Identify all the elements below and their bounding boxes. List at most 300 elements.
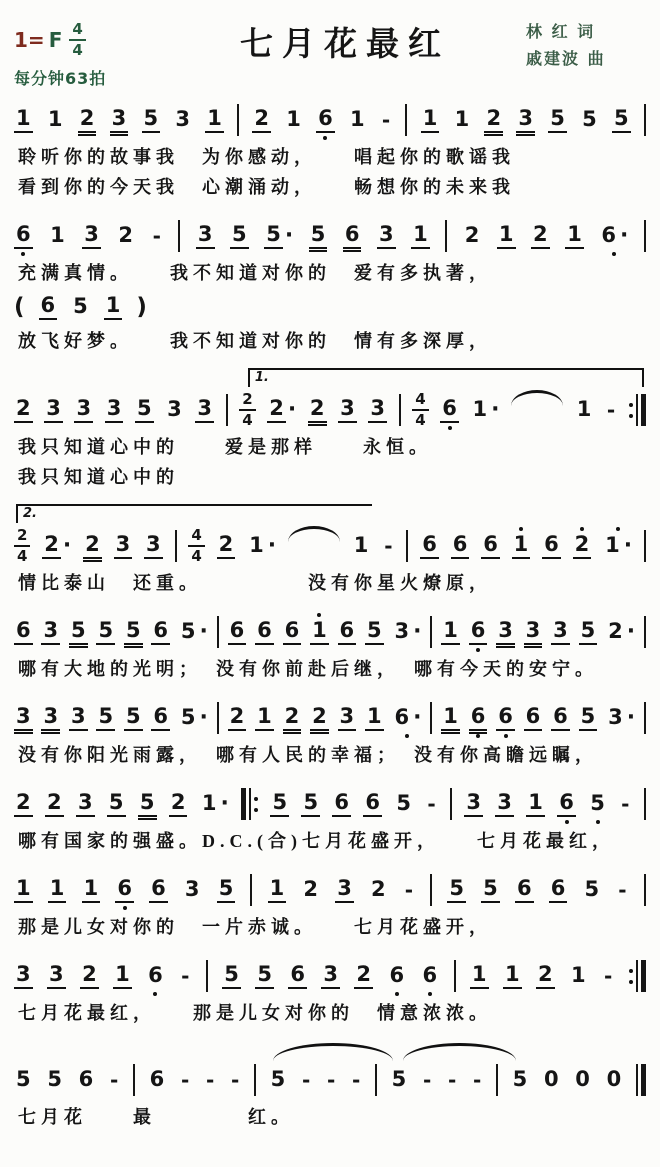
core: 1	[576, 396, 592, 421]
core: 6	[389, 962, 405, 987]
note	[14, 696, 33, 740]
note	[583, 868, 602, 912]
composer-credit: 戚建波 曲	[526, 49, 606, 69]
note	[463, 214, 482, 258]
core: 3	[184, 876, 200, 901]
note	[283, 696, 302, 740]
note	[308, 388, 327, 432]
note	[113, 954, 132, 998]
barline	[237, 104, 239, 136]
note	[82, 868, 101, 912]
note	[569, 954, 588, 998]
core: 3	[195, 398, 214, 423]
note	[542, 524, 561, 568]
dash-note	[471, 1058, 483, 1102]
core: -	[230, 1068, 240, 1092]
note	[284, 98, 303, 142]
core: 2	[169, 792, 188, 817]
core: 6	[338, 620, 357, 645]
note	[124, 610, 143, 654]
note	[196, 214, 215, 258]
core: 5	[270, 1066, 286, 1091]
barline	[430, 702, 432, 734]
barline	[644, 616, 646, 648]
core: 1	[50, 222, 65, 247]
barline	[133, 1064, 135, 1096]
note	[115, 868, 134, 912]
core: 3	[196, 224, 215, 249]
lyrics-line: 我只知道心中的	[18, 467, 179, 487]
bar	[241, 788, 246, 820]
note	[183, 868, 202, 912]
tsd: 4	[191, 547, 202, 565]
core: 3	[82, 224, 101, 249]
time-signature-change	[188, 528, 204, 564]
core: 6	[524, 706, 543, 731]
lyrics-line: 那是儿女对你的 一片赤诚。 七月花盛开，	[18, 917, 492, 937]
system-10	[14, 1040, 646, 1132]
note	[316, 98, 335, 142]
note	[551, 610, 570, 654]
core: 2	[608, 618, 623, 643]
note	[48, 868, 67, 912]
note	[599, 214, 628, 258]
core: 2	[267, 398, 286, 423]
note	[511, 1058, 530, 1102]
core: 3	[14, 706, 33, 731]
core: 3	[69, 706, 88, 731]
high-octave-dot	[580, 527, 584, 531]
core: 1	[565, 224, 584, 249]
system-6	[14, 696, 646, 770]
note	[469, 610, 488, 654]
augmentation-dot: ·	[413, 705, 422, 730]
core: 1	[14, 878, 33, 903]
note	[74, 388, 93, 432]
core: 6	[549, 878, 568, 903]
tie-arc	[288, 526, 340, 542]
core: 1	[82, 878, 101, 903]
barline	[644, 220, 646, 252]
note	[565, 214, 584, 258]
core: 3	[110, 108, 129, 133]
note	[310, 696, 329, 740]
notation-line-10	[14, 1058, 646, 1102]
note	[217, 868, 236, 912]
note	[496, 610, 515, 654]
note	[45, 782, 64, 826]
augmentation-dot: ·	[491, 397, 500, 422]
note	[179, 696, 208, 740]
tsn: 2	[239, 392, 255, 411]
tie-arc	[511, 390, 563, 406]
bar	[641, 1064, 646, 1096]
lyrics-line: 看到你的今天我 心潮涌动， 畅想你的未来我	[18, 177, 515, 197]
note	[348, 98, 367, 142]
core: 2	[310, 706, 329, 731]
core: 2	[80, 964, 99, 989]
note	[338, 610, 357, 654]
core: 2	[78, 108, 97, 133]
note	[496, 696, 515, 740]
core: 5	[481, 878, 500, 903]
note	[78, 98, 97, 142]
barline	[430, 616, 432, 648]
parenthesis: (	[14, 294, 25, 320]
note	[606, 696, 635, 740]
note	[255, 696, 274, 740]
note	[531, 214, 550, 258]
lyricist-credit: 林 红 词	[526, 22, 596, 41]
core: 1	[470, 964, 489, 989]
note	[69, 696, 88, 740]
note	[481, 524, 500, 568]
note	[82, 214, 101, 258]
core: 3	[335, 878, 354, 903]
note	[45, 1058, 64, 1102]
core: 1	[503, 964, 522, 989]
core: -	[606, 398, 616, 422]
barline	[644, 702, 646, 734]
note	[579, 610, 598, 654]
barline	[496, 1064, 498, 1096]
core: 3	[516, 108, 535, 133]
core: -	[472, 1068, 482, 1092]
core: 1	[14, 108, 33, 133]
note	[573, 1058, 592, 1102]
note	[309, 214, 328, 258]
note	[515, 868, 534, 912]
bdot	[629, 969, 633, 973]
note	[605, 1058, 624, 1102]
note	[580, 98, 599, 142]
tempo-marking: 每分钟63拍	[14, 69, 107, 88]
note	[252, 98, 271, 142]
note	[205, 98, 224, 142]
high-octave-dot	[519, 527, 523, 531]
core: 2	[531, 224, 550, 249]
note	[267, 388, 296, 432]
note	[14, 388, 33, 432]
core: 3	[524, 620, 543, 645]
core: 1	[441, 620, 460, 645]
note	[138, 782, 157, 826]
note	[169, 782, 188, 826]
note	[420, 954, 439, 998]
low-octave-dot	[323, 136, 327, 140]
barline	[406, 530, 408, 562]
core: 3	[144, 534, 163, 559]
core: -	[351, 1068, 361, 1092]
core: 6	[39, 295, 58, 320]
note	[83, 524, 102, 568]
core: 3	[41, 706, 60, 731]
barline	[644, 530, 646, 562]
note	[470, 954, 489, 998]
low-octave-dot	[504, 734, 508, 738]
core: 1	[104, 295, 123, 320]
notation-line-8	[14, 868, 646, 912]
low-octave-dot	[395, 992, 399, 996]
note	[606, 610, 635, 654]
low-octave-dot	[405, 734, 409, 738]
note	[393, 610, 422, 654]
augmentation-dot: ·	[267, 533, 277, 558]
core: 5	[584, 876, 600, 901]
note	[230, 214, 249, 258]
note	[14, 214, 33, 258]
core: 6	[542, 534, 561, 559]
core: 5	[96, 706, 115, 731]
note	[441, 696, 460, 740]
dash-note	[179, 954, 191, 998]
bar	[641, 394, 646, 426]
core: 5	[391, 1066, 407, 1091]
bdot	[629, 980, 633, 984]
augmentation-dot: ·	[623, 533, 633, 558]
note	[612, 98, 631, 142]
barline	[254, 1064, 256, 1096]
core: 5	[69, 620, 88, 645]
core: -	[422, 1068, 432, 1092]
core: 1	[47, 106, 63, 131]
low-octave-dot	[565, 820, 569, 824]
note	[441, 610, 460, 654]
tsn: 4	[188, 528, 204, 547]
core: 1	[201, 790, 217, 815]
core: 1	[48, 878, 67, 903]
core: -	[152, 224, 161, 248]
core: 5	[512, 1066, 528, 1091]
note	[151, 696, 170, 740]
note	[228, 610, 247, 654]
augmentation-dot: ·	[287, 397, 297, 422]
core: 1	[205, 108, 224, 133]
core: 5	[447, 878, 466, 903]
note	[557, 782, 576, 826]
core: 3	[551, 620, 570, 645]
tie-arc	[403, 1043, 517, 1061]
core: 3	[114, 534, 133, 559]
core: 6	[14, 224, 33, 249]
core: 6	[343, 224, 362, 249]
note	[343, 214, 362, 258]
system-4	[14, 504, 646, 598]
core: 6	[151, 620, 170, 645]
high-octave-dot	[616, 527, 620, 531]
core: 1	[605, 532, 620, 557]
barline	[178, 220, 180, 252]
barline	[375, 1064, 377, 1096]
low-octave-dot	[596, 820, 600, 824]
notation-line-5	[14, 610, 646, 654]
core: 6	[148, 962, 163, 987]
core: 5	[124, 706, 143, 731]
low-octave-dot	[448, 426, 452, 430]
dash-note	[619, 782, 631, 826]
dash-note	[151, 214, 163, 258]
dash-note	[300, 1058, 312, 1102]
system-1	[14, 98, 646, 202]
tsd: 4	[415, 411, 426, 429]
dash-note	[179, 1058, 191, 1102]
core: 3	[175, 106, 190, 131]
note	[387, 954, 406, 998]
augmentation-dot: ·	[413, 619, 422, 644]
lyrics-line: 充满真情。 我不知道对你的 爱有多执著，	[18, 263, 492, 283]
note	[42, 524, 71, 568]
note	[363, 782, 382, 826]
time-signature-change	[239, 392, 255, 428]
core: 6	[469, 706, 488, 731]
note	[264, 214, 293, 258]
dash-note	[108, 1058, 120, 1102]
note	[495, 782, 514, 826]
note	[200, 782, 229, 826]
barline	[399, 394, 401, 426]
end-repeat-barline	[629, 388, 646, 432]
core: 6	[601, 222, 616, 247]
note	[335, 868, 354, 912]
core: 3	[47, 964, 66, 989]
bdot	[254, 797, 258, 801]
core: 2	[484, 108, 503, 133]
system-9	[14, 954, 646, 1028]
notation-line-9	[14, 954, 646, 998]
core: 2	[308, 398, 327, 423]
note	[110, 98, 129, 142]
note	[548, 98, 567, 142]
core: 6	[149, 1066, 165, 1091]
note	[321, 954, 340, 998]
core: 6	[557, 792, 576, 817]
note	[135, 388, 154, 432]
note	[268, 868, 287, 912]
note	[464, 782, 483, 826]
note	[338, 696, 357, 740]
core: 6	[288, 964, 307, 989]
dash-note	[421, 1058, 433, 1102]
note	[105, 388, 124, 432]
core: 6	[551, 706, 570, 731]
core: 2	[45, 792, 64, 817]
core: 6	[422, 962, 438, 987]
core: 5	[16, 1066, 31, 1091]
note	[217, 524, 236, 568]
note	[512, 524, 531, 568]
note	[80, 954, 99, 998]
dash-note	[380, 98, 392, 142]
core: -	[447, 1068, 457, 1092]
note	[149, 868, 168, 912]
note	[107, 782, 126, 826]
time-signature-change	[14, 528, 30, 564]
key-signature-block	[14, 12, 164, 89]
note	[453, 98, 472, 142]
note	[44, 388, 63, 432]
bar	[249, 788, 251, 820]
augmentation-dot: ·	[62, 533, 72, 558]
system-2	[14, 214, 646, 356]
note	[497, 214, 516, 258]
core: 3	[377, 224, 396, 249]
barline	[405, 104, 407, 136]
core: 5	[124, 620, 143, 645]
core: 2	[14, 792, 33, 817]
note	[255, 610, 274, 654]
core: 6	[149, 878, 168, 903]
core: 6	[440, 398, 459, 423]
note	[76, 782, 95, 826]
core: 2	[370, 876, 386, 901]
note	[369, 868, 388, 912]
core: 6	[283, 620, 302, 645]
note	[269, 1058, 288, 1102]
note	[146, 954, 165, 998]
note	[247, 524, 276, 568]
core: 5	[612, 108, 631, 133]
parenthetical-notes	[14, 288, 147, 326]
note	[39, 285, 58, 329]
bar	[636, 394, 638, 426]
note	[270, 782, 289, 826]
core: 5	[107, 792, 126, 817]
low-octave-dot	[428, 992, 432, 996]
core: 3	[464, 792, 483, 817]
core: 5	[135, 398, 154, 423]
song-title: 七月花最红	[240, 27, 450, 63]
core: 1	[512, 534, 531, 559]
note	[195, 388, 214, 432]
note	[481, 868, 500, 912]
core: 6	[316, 108, 335, 133]
core: 3	[496, 620, 515, 645]
lyrics-line: 七月花最红， 那是儿女对你的 情意浓浓。	[18, 1003, 492, 1023]
dash-note	[204, 1058, 216, 1102]
core: -	[326, 1068, 336, 1092]
core: 5	[96, 620, 115, 645]
note	[14, 98, 33, 142]
tsd: 4	[17, 547, 28, 565]
core: 1	[526, 792, 545, 817]
core: 6	[332, 792, 351, 817]
core: 3	[338, 398, 357, 423]
note	[447, 868, 466, 912]
augmentation-dot: ·	[626, 705, 636, 730]
note	[484, 98, 503, 142]
core: 6	[515, 878, 534, 903]
dash-note	[229, 1058, 241, 1102]
high-octave-dot	[317, 613, 321, 617]
core: 0	[606, 1066, 622, 1091]
core: 2	[536, 964, 555, 989]
core: 1	[365, 706, 384, 731]
notation-line-1	[14, 98, 646, 142]
core: 1	[441, 706, 460, 731]
core: 1	[497, 224, 516, 249]
note	[165, 388, 184, 432]
core: 2	[118, 222, 134, 247]
core: 6	[363, 792, 382, 817]
barline	[206, 960, 208, 992]
core: 3	[495, 792, 514, 817]
augmentation-dot: ·	[284, 223, 294, 248]
barline	[226, 394, 228, 426]
time-signature-change	[412, 392, 428, 428]
lyrics-line: 哪有国家的强盛。D.C.(合)七月花盛开， 七月花最红，	[18, 831, 615, 851]
core: 1	[350, 106, 365, 131]
note	[365, 696, 384, 740]
